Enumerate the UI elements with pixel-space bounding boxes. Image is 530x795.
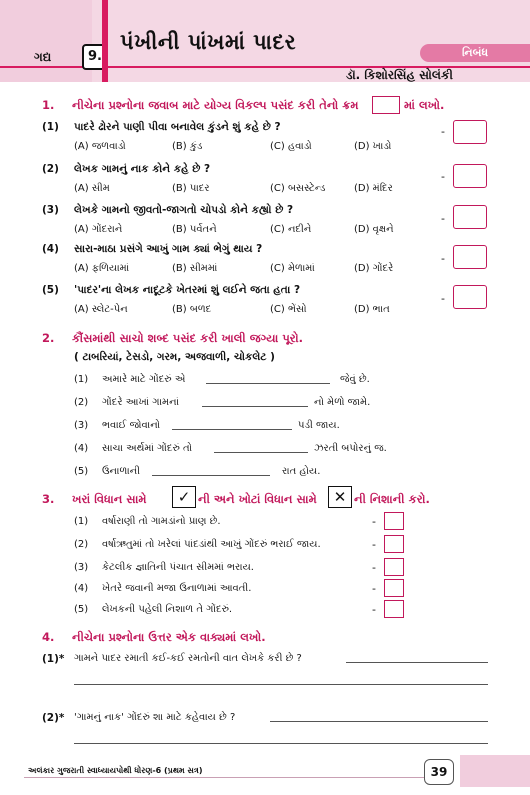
mcq-option[interactable]: (D) મંદિર [354,183,393,194]
tf-number: (2) [74,539,89,550]
blank-before: અમારે માટે ગોંદરું એ [102,374,186,385]
mcq-number: (4) [42,243,59,255]
mcq-number: (5) [42,284,59,296]
answer-line[interactable] [74,743,488,744]
dash: - [372,515,376,528]
section-3-instruction-b: ની અને ખોટાં વિધાન સામે [198,492,317,506]
mcq-answer-box[interactable] [453,245,487,269]
mcq-option[interactable]: (D) ગોંદરે [354,263,394,274]
mcq-option[interactable]: (C) બસસ્ટેન્ડ [270,183,326,194]
dash: - [441,292,445,305]
dash: - [441,125,445,138]
mcq-option[interactable]: (C) મેળામાં [270,263,315,274]
section-1-number: 1. [42,98,55,112]
mcq-question: સારા-માઠા પ્રસંગે આખું ગામ ક્યાં ભેગું થાય ? [74,243,263,255]
cross-symbol-box [328,486,352,508]
cross-icon: ✕ [333,488,347,506]
mcq-option[interactable]: (D) ભાત [354,304,390,315]
section-1-instruction-tail: માં લખો. [404,98,445,112]
mcq-number: (2) [42,163,59,175]
mcq-question: પાદરે ઢોરને પાણી પીવા બનાવેલ કુંડને શું કહે છે ? [74,121,281,133]
mcq-answer-box[interactable] [453,120,487,144]
mcq-option[interactable]: (C) નદીને [270,224,312,235]
mcq-option[interactable]: (D) વૃક્ષને [354,224,394,235]
footer-band [460,755,530,787]
tf-statement: ખેતરે જવાની મજા ઉનાળામાં આવતી. [102,583,252,594]
section-1-instruction: નીચેના પ્રશ્નોના જવાબ માટે યોગ્ય વિકલ્પ પસંદ કરી તેનો ક્રમ [72,98,359,112]
section-3-instruction-a: ખરાં વિધાન સામે [72,492,147,506]
tf-number: (4) [74,583,89,594]
mcq-option[interactable]: (A) સ્લેટ-પેન [74,304,128,315]
section-4-number: 4. [42,630,55,644]
blank-before: સાચા અર્થમાં ગોંદરું તો [102,443,193,454]
mcq-question: 'પાદર'ના લેખક નાદૂટકે ખેતરમાં શું લઈને જતા હતા ? [74,284,301,296]
tf-statement: લેખકની પહેલી નિશાળ તે ગોંદરું. [102,604,233,615]
mcq-answer-box[interactable] [453,164,487,188]
dash: - [372,538,376,551]
dash: - [441,252,445,265]
footer-book-title: અલંકાર ગુજરાતી સ્વાધ્યાયપોથી ધોરણ-6 (પ્રથમ સત્ર) [28,766,203,775]
blank-number: (3) [74,420,89,431]
mcq-option[interactable]: (C) હવાડો [270,141,312,152]
answer-line[interactable] [74,684,488,685]
mcq-question: લેખક ગામનું નાક કોને કહે છે ? [74,163,211,175]
dash: - [441,170,445,183]
section-4-instruction: નીચેના પ્રશ્નોના ઉત્તર એક વાક્યમાં લખો. [72,630,266,644]
tf-statement: કેટલીક જ્ઞાતિની પંચાત સીમમાં ભરાય. [102,562,254,573]
mcq-option[interactable]: (B) બળદ [172,304,212,315]
short-answer-number: (1)* [42,653,65,665]
blank-before: ભવાઈ જોવાનો [102,420,161,431]
mcq-number: (3) [42,204,59,216]
dash: - [441,212,445,225]
blank-number: (4) [74,443,89,454]
blank-after: રાત હોય. [282,466,321,477]
fill-blank-line[interactable] [172,429,292,430]
genre-label: ગદ્ય [34,50,52,64]
fill-blank-line[interactable] [206,383,330,384]
blank-after: ઝરતી બપોરનું જ. [314,443,387,454]
section-3-instruction-c: ની નિશાની કરો. [354,492,430,506]
blank-before: ગોંદરે આખાં ગામનાં [102,397,180,408]
tf-statement: વર્ષાઋતુમાં તો ખરેલાં પાંદડાંથી આખું ગોંદરું ભરાઈ જાય. [102,539,321,550]
mcq-question: લેખકે ગામનો જીવતો-જાગતો ચોપડો કોને કહ્યો છે ? [74,204,294,216]
mcq-answer-box[interactable] [453,285,487,309]
mcq-answer-box[interactable] [453,205,487,229]
blank-after: પડી જાય. [298,420,340,431]
mcq-option[interactable]: (A) ફળિયામાં [74,263,130,274]
answer-line[interactable] [346,662,488,663]
author-name: ડૉ. કિશોરસિંહ સોલંકી [346,68,453,82]
short-answer-number: (2)* [42,712,65,724]
tf-answer-box[interactable] [384,558,404,576]
tf-answer-box[interactable] [384,512,404,530]
dash: - [372,582,376,595]
short-answer-question: ગામને પાદર રમાતી કઈ-કઈ રમતોની વાત લેખકે કરી છે ? [74,653,302,664]
lesson-title: પંખીની પાંખમાં પાદર [120,30,297,54]
tf-number: (5) [74,604,89,615]
mcq-option[interactable]: (B) કુંડ [172,141,203,152]
mcq-number: (1) [42,121,59,133]
tf-answer-box[interactable] [384,600,404,618]
fill-blank-line[interactable] [202,406,308,407]
answer-box-sample [372,96,400,114]
mcq-option[interactable]: (D) ખાડો [354,141,392,152]
mcq-option[interactable]: (B) સીમમાં [172,263,218,274]
mcq-option[interactable]: (C) ભેંસો [270,304,307,315]
dash: - [372,561,376,574]
tick-icon: ✓ [177,488,191,506]
genre-tag: નિબંધ [420,44,530,62]
dash: - [372,603,376,616]
tf-number: (1) [74,516,89,527]
mcq-option[interactable]: (A) ગોંદરાને [74,224,123,235]
tf-answer-box[interactable] [384,535,404,553]
answer-line[interactable] [270,721,488,722]
section-3-number: 3. [42,492,55,506]
blank-number: (1) [74,374,89,385]
section-2-instruction: કૌંસમાંથી સાચો શબ્દ પસંદ કરી ખાલી જગ્યા પૂરો. [72,331,303,345]
footer-divider [24,777,424,778]
section-2-number: 2. [42,331,55,345]
blank-number: (5) [74,466,89,477]
blank-number: (2) [74,397,89,408]
blank-after: જેવું છે. [340,374,370,385]
word-bank: ( ટાબરિયાં, ટેસડો, ગરમ, અજવાળી, ચોકલેટ ) [74,351,275,363]
fill-blank-line[interactable] [214,452,308,453]
tf-answer-box[interactable] [384,579,404,597]
tf-statement: વર્ષારાણી તો ગામડાંનો પ્રાણ છે. [102,516,221,527]
blank-after: નો મેળો જામે. [314,397,371,408]
header-accent-bar [102,0,108,82]
lesson-number: 9. [82,44,108,70]
page-number: 39 [424,759,454,785]
mcq-option[interactable]: (A) જળવાડો [74,141,126,152]
short-answer-question: 'ગામનું નાક' ગોંદરું શા માટે કહેવાય છે ? [74,712,236,723]
tick-symbol-box [172,486,196,508]
header-left-panel [0,0,92,82]
mcq-option[interactable]: (A) સીમ [74,183,110,194]
mcq-option[interactable]: (B) પાદર [172,183,210,194]
tf-number: (3) [74,562,89,573]
mcq-option[interactable]: (B) પર્વતને [172,224,217,235]
fill-blank-line[interactable] [152,475,270,476]
blank-before: ઉનાળાની [102,466,141,477]
